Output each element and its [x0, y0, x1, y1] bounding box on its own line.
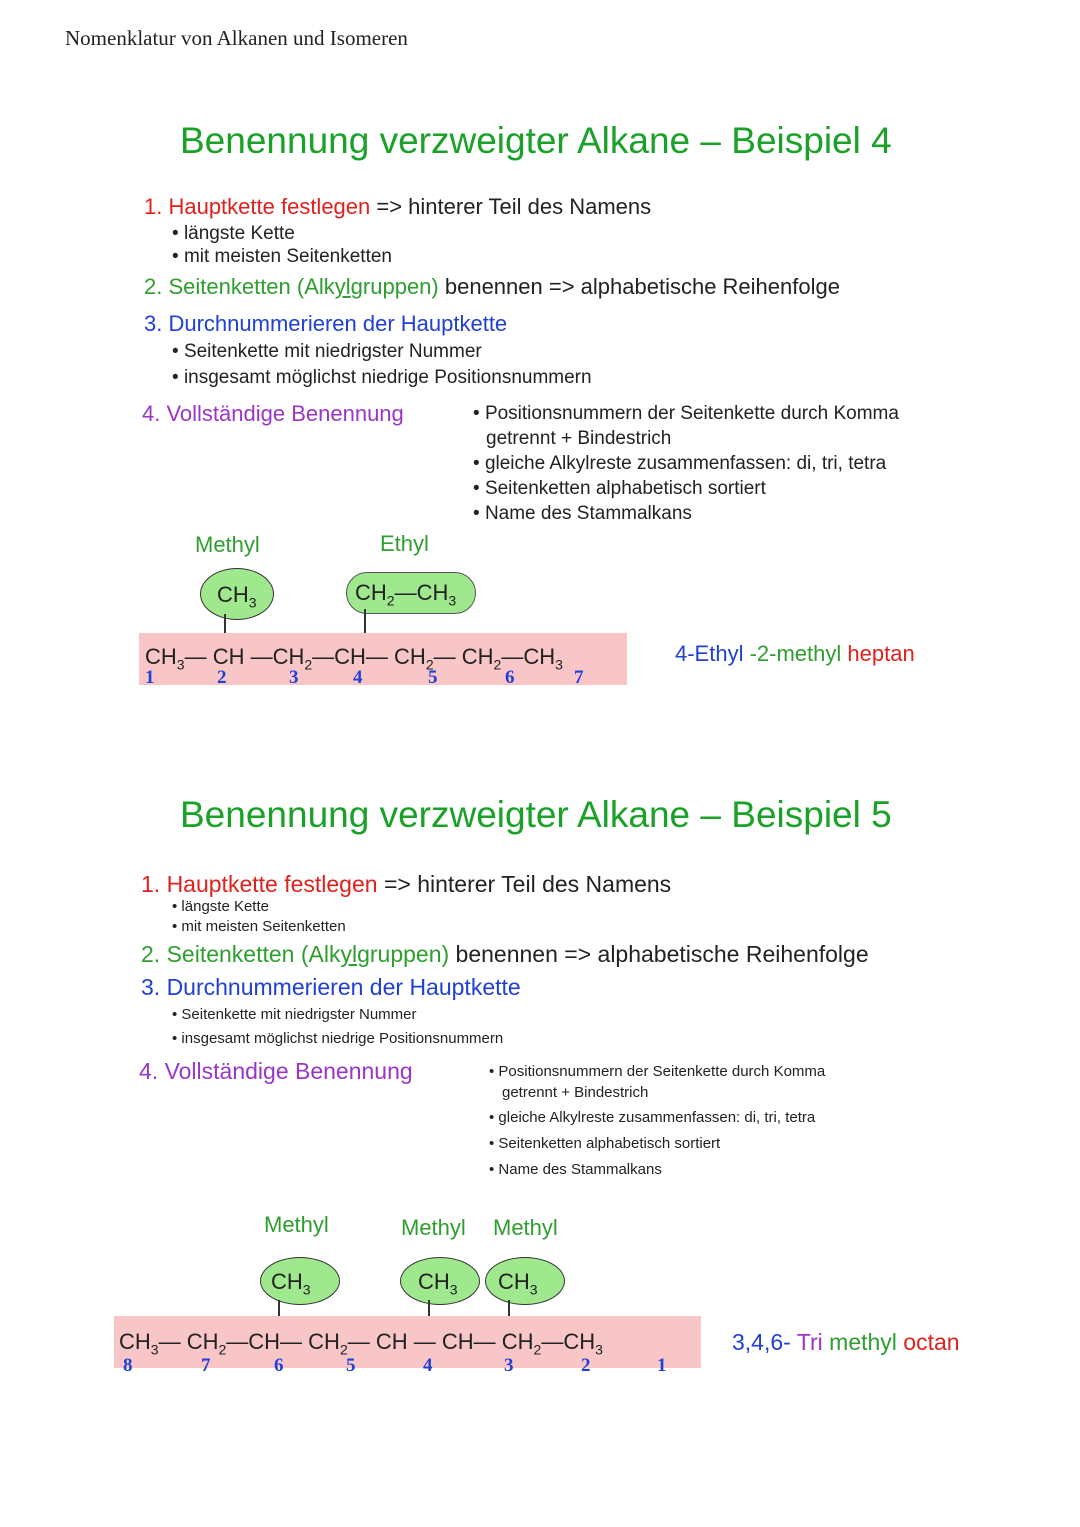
ex4-compound-name	[675, 641, 915, 667]
example5-title: Benennung verzweigter Alkane – Beispiel 5	[180, 794, 892, 835]
ex5-step4: 4. Vollständige Benennung	[139, 1058, 413, 1084]
ex5-step1-bullet2: • mit meisten Seitenketten	[172, 918, 346, 935]
ex4-num-4: 4	[353, 667, 363, 688]
ex5-num-2: 2	[581, 1355, 591, 1376]
ex5-step4-bullet1-cont: getrennt + Bindestrich	[502, 1084, 649, 1101]
ex5-step1	[141, 871, 671, 898]
ex5-step3-bullet2: • insgesamt möglichst niedrige Positionsnummern	[172, 1030, 503, 1047]
ex5-num-1: 1	[657, 1355, 667, 1376]
ex4-step1-label: 1. Hauptkette festlegen	[144, 194, 371, 219]
ex4-step4-bullet1-cont: getrennt + Bindestrich	[486, 428, 672, 449]
ex5-main-chain: $CH_3—$ $CH_2—CH—$ $CH_2—$ CH — CH— $CH_2—CH_3$	[119, 1329, 603, 1358]
ex4-label-methyl: Methyl	[195, 532, 260, 557]
ex5-name-octan: octan	[896, 1329, 960, 1355]
ex4-num-6: 6	[505, 667, 515, 688]
ex4-step1-text: => hinterer Teil des Namens	[370, 194, 652, 219]
ex5-step4-bullet3: • Seitenketten alphabetisch sortiert	[489, 1135, 720, 1152]
example4-title: Benennung verzweigter Alkane – Beispiel 4	[180, 120, 892, 161]
ex5-step1-bullet1: • längste Kette	[172, 898, 269, 915]
page-header: Nomenklatur von Alkanen und Isomeren	[65, 26, 408, 50]
ex5-compound-name	[732, 1329, 960, 1356]
ex5-num-7: 7	[201, 1355, 211, 1376]
ex5-name-tri: Tri	[790, 1329, 823, 1355]
ex5-step2-u: yl	[340, 941, 358, 967]
ex5-step3: 3. Durchnummerieren der Hauptkette	[141, 974, 521, 1000]
ex4-step2-text: benennen => alphabetische Reihenfolge	[438, 274, 840, 299]
ex4-step3: 3. Durchnummerieren der Hauptkette	[144, 311, 508, 336]
ex5-name-positions: 3,4,6-	[732, 1329, 791, 1355]
ex4-step2-b: gruppen)	[350, 274, 439, 299]
ex4-step1-bullet1: • längste Kette	[172, 223, 295, 245]
ex4-name-heptan: heptan	[841, 641, 915, 666]
ex4-num-1: 1	[145, 667, 155, 688]
ex5-step2-b: gruppen)	[357, 941, 450, 967]
ex5-num-6: 6	[274, 1355, 284, 1376]
ex5-step1-label: 1. Hauptkette festlegen	[141, 871, 378, 897]
ex5-step4-bullet2: • gleiche Alkylreste zusammenfassen: di, tri, tetra	[489, 1109, 815, 1126]
ex5-num-4: 4	[423, 1355, 433, 1376]
ex5-methyl-formula-c4: $CH_3$	[418, 1269, 458, 1298]
ex5-step2-text: benennen => alphabetische Reihenfolge	[449, 941, 869, 967]
ex5-step3-bullet1: • Seitenkette mit niedrigster Nummer	[172, 1006, 417, 1023]
ex4-main-chain: $CH_3—$ CH $—CH_2—CH—$ $CH_2—$ $CH_2—CH_3$	[145, 644, 563, 673]
ex5-label-methyl-2: Methyl	[401, 1215, 466, 1240]
ex4-num-2: 2	[217, 667, 227, 688]
ex4-step1	[144, 194, 651, 220]
ex5-label-methyl-1: Methyl	[264, 1212, 329, 1237]
ex4-num-3: 3	[289, 667, 299, 688]
ex5-step2-a: 2. Seitenketten (Alk	[141, 941, 341, 967]
ex5-name-methyl: methyl	[822, 1329, 897, 1355]
ex4-step1-bullet2: • mit meisten Seitenketten	[172, 246, 392, 268]
ex5-methyl-formula-c6: $CH_3$	[271, 1269, 311, 1298]
ex4-num-7: 7	[574, 667, 584, 688]
ex4-num-5: 5	[428, 667, 438, 688]
ex4-step2-a: 2. Seitenketten (Alk	[144, 274, 335, 299]
ex5-step1-text: => hinterer Teil des Namens	[377, 871, 672, 897]
ex5-methyl-formula-c3: $CH_3$	[498, 1269, 538, 1298]
ex4-step4-bullet4: • Name des Stammalkans	[473, 503, 692, 525]
ex4-step3-bullet1: • Seitenkette mit niedrigster Nummer	[172, 341, 482, 363]
ex5-num-3: 3	[504, 1355, 514, 1376]
ex4-step2-u: yl	[334, 274, 351, 299]
ex4-step4: 4. Vollständige Benennung	[142, 401, 404, 426]
ex4-step3-bullet2: • insgesamt möglichst niedrige Positionsnummern	[172, 367, 592, 389]
ex5-label-methyl-3: Methyl	[493, 1215, 558, 1240]
ex4-ethyl-formula: $CH_2—CH_3$	[355, 580, 457, 609]
ex4-step2	[144, 274, 840, 300]
ex4-methyl-formula: $CH_3$	[217, 582, 257, 611]
ex5-num-8: 8	[123, 1355, 133, 1376]
ex4-step4-bullet3: • Seitenketten alphabetisch sortiert	[473, 478, 766, 500]
ex5-step4-bullet1: • Positionsnummern der Seitenkette durch Komma	[489, 1063, 825, 1080]
ex4-step4-bullet1: • Positionsnummern der Seitenkette durch Komma	[473, 403, 899, 425]
ex5-num-5: 5	[346, 1355, 356, 1376]
ex4-step4-bullet2: • gleiche Alkylreste zusammenfassen: di, tri, tetra	[473, 453, 886, 475]
ex5-step4-bullet4: • Name des Stammalkans	[489, 1161, 662, 1178]
ex4-name-ethyl: 4-Ethyl	[675, 641, 744, 666]
ex4-label-ethyl: Ethyl	[380, 531, 429, 556]
ex4-bond-c4	[364, 609, 366, 636]
ex4-name-methyl: -2-methyl	[743, 641, 842, 666]
ex5-step2	[141, 941, 869, 968]
